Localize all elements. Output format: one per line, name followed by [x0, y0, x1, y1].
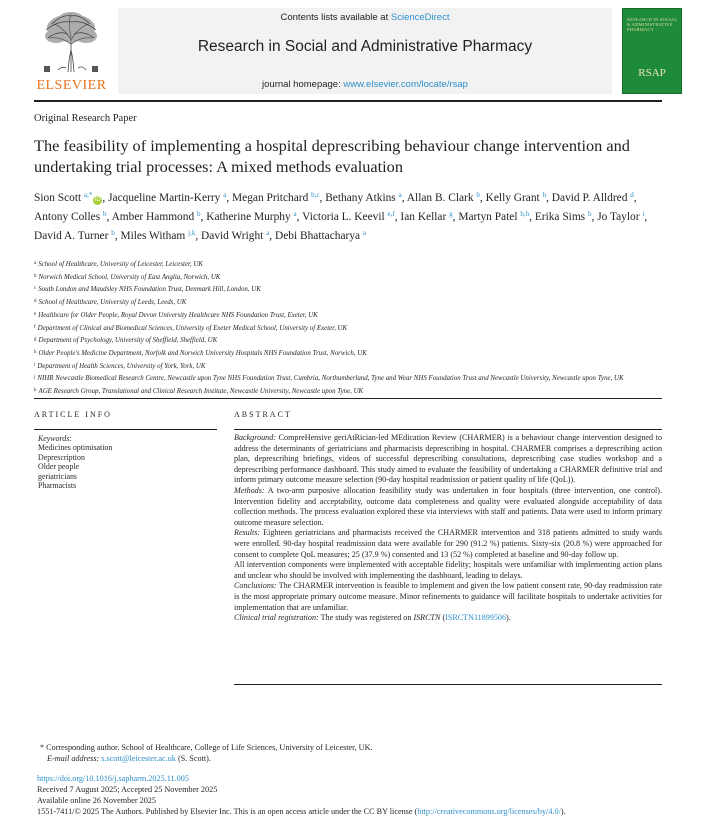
affiliation-item [34, 322, 654, 335]
author-item[interactable] [34, 211, 107, 223]
corresponding-footnote [40, 742, 373, 764]
author-name[interactable]: David A. Turner [34, 230, 109, 242]
author-item[interactable] [206, 211, 296, 223]
keyword-item: Pharmacists [38, 481, 77, 491]
author-affiliation-marker[interactable]: b [542, 191, 547, 199]
author-name[interactable]: Ian Kellar [400, 211, 447, 223]
author-name[interactable]: Amber Hammond [111, 211, 195, 223]
email-link[interactable]: s.scott@leicester.ac.uk [101, 754, 176, 763]
affiliation-text: South London and Maudsley NHS Foundation Trust, Denmark Hill, London, UK [38, 286, 261, 294]
contents-line [118, 12, 612, 23]
homepage-prefix: journal homepage: [262, 79, 344, 90]
results-text: Eighteen geriatricians and pharmacists received the CHARMER intervention and 318 patients admitted to study wards were enrolled. 90-day hospital readmission data were available for 290 (91.2 %) patients. Sixty-six (20.8 %) were approached for consent to complete QoL measures; 25 (37.9 %) consented and 13 (52 %) completed at baseline and 90-day follow up. [234, 528, 662, 559]
affiliation-item [34, 296, 654, 309]
author-name[interactable]: Martyn Patel [458, 211, 518, 223]
author-item[interactable] [458, 211, 529, 223]
affiliation-text: School of Healthcare, University of Leeds, Leeds, UK [38, 299, 187, 307]
affiliation-item [34, 271, 654, 284]
affiliation-key: g [34, 337, 37, 343]
keywords-label: Keywords: [38, 434, 72, 443]
keyword-item: Deprescription [38, 452, 85, 462]
contents-prefix: Contents lists available at [280, 12, 391, 23]
keyword-item: geriatricians [38, 471, 77, 481]
author-name[interactable]: David P. Alldred [551, 192, 628, 204]
affiliation-item [34, 283, 654, 296]
abstract-conclusions [234, 581, 662, 613]
journal-header [34, 8, 678, 94]
author-affiliation-marker[interactable]: b [111, 229, 115, 237]
license-prefix: 1551-7411/© 2025 The Authors. Published by Elsevier Inc. This is an open access article under the CC BY license ( [37, 807, 418, 816]
article-info-rule [34, 429, 217, 430]
conclusions-text: The CHARMER intervention is feasible to implement and given the low patient consent rate, 90-day readmission rate is the most appropriate primary outcome measure. Minor refinements to guidance will facilitate hospitals to undertake activities for implementation that are unfamiliar. [234, 581, 662, 612]
affiliation-text: Department of Clinical and Biomedical Sciences, University of Exeter Medical School, University of Exeter, UK [37, 324, 348, 332]
registration-close: ). [506, 613, 511, 623]
author-affiliation-marker[interactable]: e,f [387, 210, 395, 218]
homepage-line [118, 79, 612, 90]
orcid-icon[interactable]: iD [95, 197, 101, 203]
abstract-heading: ABSTRACT [234, 410, 292, 419]
cover-abbrev: RSAP [638, 67, 666, 79]
cc-license-link[interactable]: http://creativecommons.org/licenses/by/4.0/ [417, 807, 561, 816]
author-affiliation-marker[interactable]: a [293, 210, 297, 218]
author-name[interactable]: Victoria L. Keevil [302, 211, 385, 223]
author-item[interactable] [400, 211, 452, 223]
author-affiliation-marker[interactable]: i [642, 210, 645, 218]
author-affiliation-marker[interactable]: g [449, 210, 453, 218]
author-affiliation-marker[interactable]: d [630, 191, 634, 199]
affiliation-key: i [34, 362, 36, 368]
author-item[interactable] [201, 230, 269, 242]
abstract-results [234, 528, 662, 560]
license-line [37, 807, 566, 816]
methods-label: Methods: [234, 485, 265, 495]
affiliation-key: e [34, 311, 37, 317]
journal-homepage-link[interactable]: www.elsevier.com/locate/rsap [343, 79, 468, 90]
affiliation-key: c [34, 286, 37, 292]
elsevier-tree-icon [38, 10, 104, 74]
affiliation-text: Department of Psychology, University of Sheffield, Sheffield, UK [38, 337, 218, 345]
affiliation-key: d [34, 299, 37, 305]
author-name[interactable]: Kelly Grant [485, 192, 540, 204]
author-item[interactable] [112, 211, 201, 223]
affiliation-key: j [34, 375, 36, 381]
affiliation-item [34, 309, 654, 322]
abstract-body [234, 433, 662, 624]
online-date: Available online 26 November 2025 [37, 795, 156, 805]
author-item[interactable] [275, 230, 366, 242]
affiliation-key: f [34, 324, 36, 330]
affiliation-list [34, 258, 654, 398]
author-item[interactable] [552, 192, 634, 204]
license-suffix: ). [560, 807, 566, 816]
journal-banner [118, 8, 612, 94]
author-item[interactable] [108, 192, 226, 204]
elsevier-wordmark: ELSEVIER [36, 78, 107, 93]
elsevier-logo[interactable] [34, 8, 109, 94]
affiliation-text: Department of Health Sciences, University of York, York, UK [37, 362, 206, 370]
author-name[interactable]: Katherine Murphy [206, 211, 291, 223]
author-item[interactable] [232, 192, 319, 204]
affiliation-text: Healthcare for Older People, Royal Devon University Healthcare NHS Foundation Trust, Exeter, UK [38, 311, 318, 319]
affiliation-item [34, 334, 654, 347]
affiliation-text: School of Healthcare, University of Leicester, Leicester, UK [38, 261, 203, 268]
email-line [40, 753, 373, 764]
header-divider [34, 100, 662, 102]
registration-label: Clinical trial registration: [234, 613, 319, 623]
keywords-block [38, 434, 218, 490]
article-title: The feasibility of implementing a hospital deprescribing behaviour change intervention and undertaking trial processes: A mixed methods evaluation [34, 136, 630, 176]
author-affiliation-marker[interactable]: b [587, 210, 592, 218]
author-name[interactable]: Debi Bhattacharya [275, 230, 361, 242]
affiliation-item [34, 360, 654, 373]
author-item[interactable] [325, 192, 402, 204]
abstract-methods [234, 486, 662, 528]
abstract-results-2: All intervention components were implemented with acceptable fidelity; hospitals were unfamiliar with implementing action plans and unclear who should be involved with implementing the dashboard, leading to delays. [234, 560, 662, 580]
corresponding-author [40, 742, 373, 753]
author-name[interactable]: Antony Colles [34, 211, 101, 223]
article-info-heading: ARTICLE INFO [34, 410, 112, 419]
author-affiliation-marker[interactable]: b [476, 191, 480, 199]
author-name[interactable]: Erika Sims [534, 211, 586, 223]
author-affiliation-marker[interactable]: a [362, 229, 367, 237]
affiliation-item [34, 372, 654, 385]
author-item[interactable] [486, 192, 546, 204]
affiliation-key: a [34, 261, 37, 266]
sciencedirect-link[interactable]: ScienceDirect [390, 12, 450, 23]
registry-name: ISRCTN [413, 613, 441, 623]
author-affiliation-marker[interactable]: b,h [520, 210, 530, 218]
author-affiliation-marker[interactable]: a [266, 229, 270, 237]
registration-open: ( [440, 613, 446, 623]
journal-title[interactable]: Research in Social and Administrative Pharmacy [197, 38, 533, 55]
doi-link[interactable]: https://doi.org/10.1016/j.sapharm.2025.11.005 [37, 774, 189, 783]
author-affiliation-marker[interactable]: j,k [188, 229, 196, 237]
author-item[interactable] [302, 211, 395, 223]
author-affiliation-marker[interactable]: b,c [311, 191, 320, 199]
author-name[interactable]: Allan B. Clark [406, 192, 474, 204]
affiliation-text: AGE Research Group, Translational and Clinical Research Institute, Newcastle University, Newcastle upon Tyne, UK [38, 388, 364, 396]
author-item[interactable] [535, 211, 592, 223]
author-affiliation-marker[interactable]: a,* [84, 191, 93, 199]
author-item[interactable] [407, 192, 480, 204]
article-type: Original Research Paper [34, 113, 137, 124]
author-item[interactable] [34, 230, 115, 242]
author-list: Sion Scott $^{a,*}$iD , Jacqueline Martin-Kerry $^a$, Megan Pritchard $^{b,c}$, Bethany Atkins $^a$, Allan B. Clark $^b$, Kelly Grant $^b$, David P. Alldred $^d$, Antony Colles $^b$, Amber Hammond $^b$, Katherine Murphy $^a$, Victoria L. Keevil $^{e,f}$, Ian Kellar $^g$, Martyn Patel $^{b,h}$, Erika Sims $^b$, Jo Taylor $^i$, David A. Turner $^b$, Miles Witham $^{j,k}$, David Wright $^a$, Debi Bhattacharya $^a$ [34, 191, 648, 242]
received-date: Received 7 August 2025; Accepted 25 November 2025 [37, 785, 218, 794]
asterisk-marker: * [40, 743, 47, 752]
author-name[interactable]: Sion Scott [34, 192, 82, 204]
journal-cover-thumbnail[interactable] [622, 8, 682, 94]
methods-text: A two-arm purposive allocation feasibility study was undertaken in four hospitals (three intervention, one control). Intervention fidelity and acceptability, outcome data completeness and quality were evaluated alongside acceptability of data collection methods. The process evaluation explored these via interviews with staff and patients. Data were used to inform primary outcome measure selection. [234, 485, 662, 527]
email-label: E-mail address: [47, 754, 100, 763]
article-dates [37, 785, 217, 806]
results-label: Results: [234, 528, 261, 538]
affiliation-text: Norwich Medical School, University of East Anglia, Norwich, UK [38, 273, 221, 281]
author-name[interactable]: Bethany Atkins [325, 192, 396, 204]
keyword-item: Older people [38, 462, 79, 472]
affiliation-text: Older People's Medicine Department, Norfolk and Norwich University Hospitals NHS Foundation Trust, Norwich, UK [38, 349, 367, 357]
author-item[interactable] [34, 192, 102, 204]
author-name[interactable]: David Wright [201, 230, 264, 242]
author-item[interactable] [120, 230, 195, 242]
corresponding-text: Corresponding author. School of Healthcare, College of Life Sciences, University of Leicester, UK. [46, 743, 373, 752]
author-affiliation-marker[interactable]: a [398, 191, 402, 199]
affiliation-key: h [34, 349, 37, 355]
isrctn-link[interactable]: ISRCTN11899506 [445, 613, 507, 623]
affiliation-key: b [34, 273, 37, 279]
author-name[interactable]: Jacqueline Martin-Kerry [108, 192, 221, 204]
cover-journal-name: RESEARCH IN SOCIAL & ADMINISTRATIVE PHARMACY [627, 17, 678, 32]
keyword-item: Medicines optimisation [38, 443, 113, 453]
section-divider [34, 398, 662, 399]
affiliation-key: k [34, 388, 37, 394]
abstract-registration [234, 613, 662, 624]
author-name[interactable]: Miles Witham [120, 230, 186, 242]
abstract-bottom-rule [234, 684, 662, 685]
background-text: CompreHensive geriAtRician-led MEdication Review (CHARMER) is a behaviour change intervention designed to address the determinants of geriatricians and pharmacists deprescribing in hospital. CHARMER comprises a deprescribing action plan, deprescribing briefings, videos of successful deprescribing consultations, deprescribing case studies workshop and a deprescribing performance dashboard. This study aimed to evaluate the feasibility of undertaking a CHARMER definitive trial and inform primary outcome measure selection (90-day hospital readmission or patient quality of life (QoL)). [234, 433, 662, 485]
registration-text: The study was registered on [320, 613, 414, 623]
author-name[interactable]: Megan Pritchard [232, 192, 309, 204]
author-item[interactable] [597, 211, 644, 223]
affiliation-item [34, 258, 654, 271]
affiliation-item [34, 347, 654, 360]
author-affiliation-marker[interactable]: b [103, 210, 107, 218]
affiliation-text: NIHR Newcastle Biomedical Research Centre, Newcastle upon Tyne NHS Foundation Trust, Cumbria, Northumberland, Tyne and Wear NHS Foundation Trust and Newcastle University, Newcastle upon Tyne, UK [37, 375, 624, 383]
conclusions-label: Conclusions: [234, 581, 277, 591]
author-affiliation-marker[interactable]: b [197, 210, 201, 218]
author-name[interactable]: Jo Taylor [597, 211, 640, 223]
abstract-background [234, 433, 662, 486]
background-label: Background: [234, 433, 276, 442]
abstract-rule [234, 429, 662, 430]
email-suffix: (S. Scott). [177, 754, 211, 763]
affiliation-item [34, 385, 654, 398]
author-affiliation-marker[interactable]: a [223, 191, 227, 199]
